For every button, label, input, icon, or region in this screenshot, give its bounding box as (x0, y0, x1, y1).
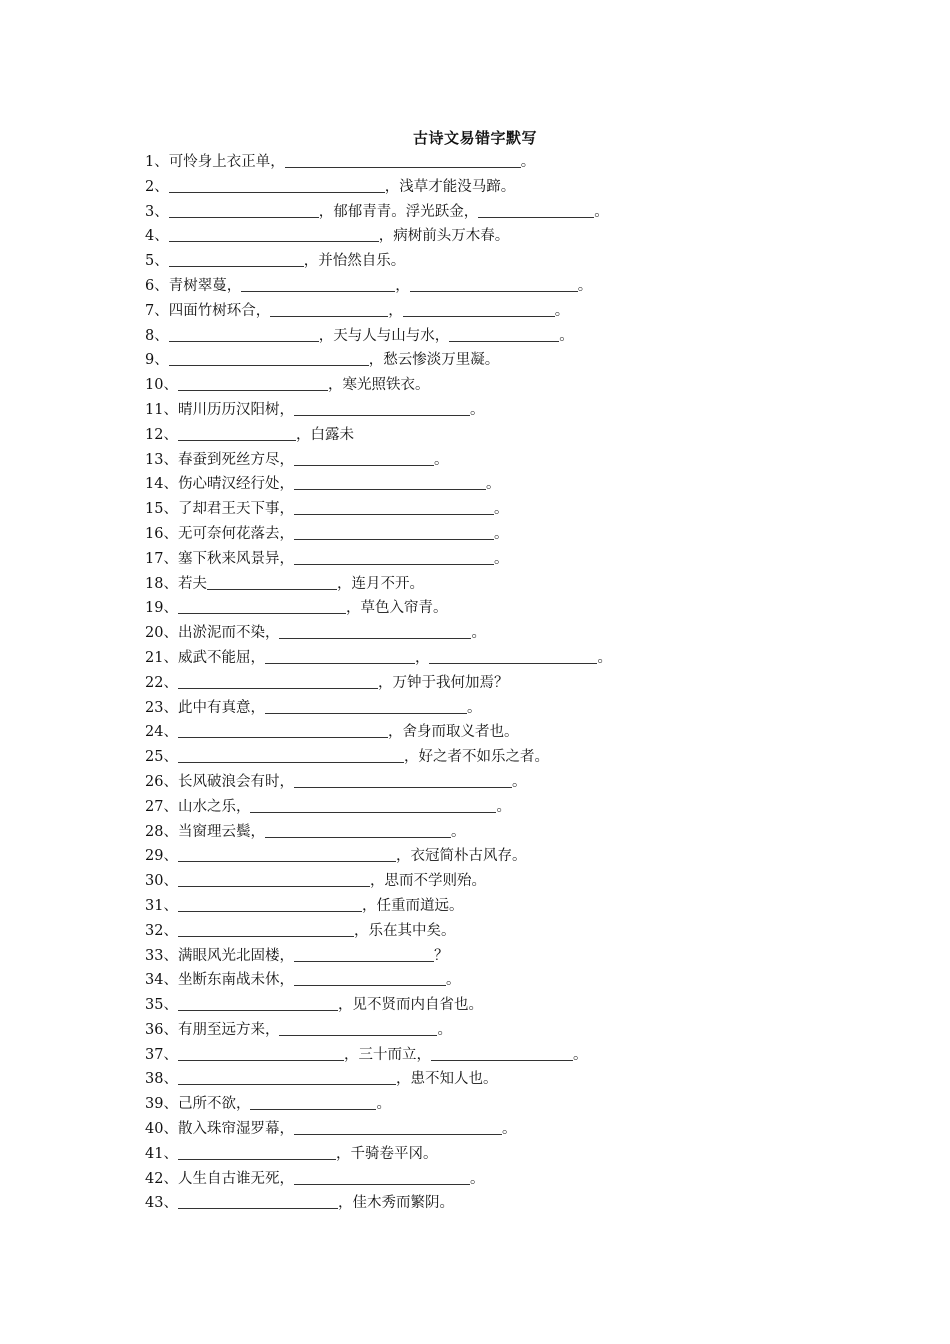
question-number: 43、 (145, 1195, 178, 1212)
question-number: 42、 (145, 1170, 178, 1187)
question-number: 22、 (145, 674, 178, 691)
answer-blank[interactable] (449, 324, 559, 342)
question-number: 2、 (145, 178, 169, 195)
question-item (145, 1018, 612, 1043)
question-item (145, 869, 612, 894)
question-number: 32、 (145, 922, 178, 939)
question-number: 6、 (145, 277, 169, 294)
question-number: 4、 (145, 228, 169, 245)
question-text: 人生自古谁无死， (177, 1170, 294, 1187)
question-item (145, 820, 612, 845)
answer-blank[interactable] (294, 944, 434, 962)
question-item (145, 894, 612, 919)
question-number: 5、 (145, 253, 169, 270)
question-text: 山水之乐， (177, 798, 251, 815)
answer-blank[interactable] (285, 150, 521, 168)
answer-blank[interactable] (265, 646, 415, 664)
answer-blank[interactable] (294, 1167, 470, 1185)
question-item (145, 844, 612, 869)
question-number: 38、 (145, 1071, 178, 1088)
question-text: 。 (376, 1096, 391, 1113)
question-item (145, 1067, 612, 1092)
question-item (145, 200, 612, 225)
answer-blank[interactable] (178, 919, 354, 937)
question-text: 春蚕到死丝方尽， (177, 451, 294, 468)
answer-blank[interactable] (169, 200, 319, 218)
answer-blank[interactable] (294, 968, 446, 986)
question-text: 出淤泥而不染， (177, 625, 280, 642)
question-number: 28、 (145, 823, 178, 840)
question-text: ，任重而道远。 (361, 897, 464, 914)
question-item (145, 150, 612, 175)
answer-blank[interactable] (169, 224, 379, 242)
answer-blank[interactable] (178, 894, 362, 912)
question-text: 。 (433, 451, 449, 468)
question-item (145, 646, 612, 671)
answer-blank[interactable] (178, 844, 396, 862)
answer-blank[interactable] (178, 1191, 338, 1209)
question-text: ，思而不学则殆。 (369, 873, 486, 890)
question-number: 40、 (145, 1121, 178, 1138)
question-text: ，草色入帘青。 (345, 600, 448, 617)
question-text: 若夫 (177, 575, 207, 592)
question-number: 17、 (145, 550, 178, 567)
question-text: 。 (469, 401, 485, 418)
question-text: 。 (594, 203, 609, 220)
answer-blank[interactable] (294, 472, 486, 490)
question-text: ，愁云惨淡万里凝。 (368, 352, 500, 369)
answer-blank[interactable] (250, 795, 496, 813)
question-number: 33、 (145, 947, 178, 964)
question-text: 当窗理云鬓， (177, 823, 265, 840)
answer-blank[interactable] (431, 1043, 573, 1061)
question-text: 。 (559, 327, 574, 344)
question-text: 晴川历历汉阳树， (177, 401, 294, 418)
question-item (145, 274, 612, 299)
question-item (145, 696, 612, 721)
question-item (145, 671, 612, 696)
answer-blank[interactable] (478, 200, 594, 218)
question-text: 满眼风光北固楼， (177, 947, 294, 964)
question-number: 24、 (145, 724, 178, 741)
question-item (145, 472, 612, 497)
question-text: 。 (597, 649, 612, 666)
question-text: 。 (493, 501, 509, 518)
answer-blank[interactable] (241, 274, 395, 292)
question-text: 可怜身上衣正单， (168, 154, 285, 170)
answer-blank[interactable] (270, 299, 388, 317)
answer-blank[interactable] (178, 671, 378, 689)
question-text: ，病树前头万木春。 (378, 228, 510, 245)
question-text: ，衣冠简朴古风存。 (395, 848, 527, 865)
question-text: 。 (450, 823, 466, 840)
answer-blank[interactable] (178, 720, 388, 738)
question-item (145, 224, 612, 249)
question-text: 长风破浪会有时， (177, 773, 294, 790)
question-item (145, 944, 612, 969)
question-text: ，并怡然自乐。 (303, 253, 406, 270)
question-item (145, 770, 612, 795)
question-text: ，白露未 (295, 426, 354, 443)
question-text: 坐断东南战未休， (177, 972, 294, 989)
question-text: 。 (554, 302, 570, 319)
question-number: 20、 (145, 625, 178, 642)
question-number: 27、 (145, 798, 178, 815)
question-text: ， (388, 302, 403, 319)
question-text: ，万钟于我何加焉？ (377, 674, 509, 691)
question-item (145, 423, 612, 448)
answer-blank[interactable] (265, 820, 451, 838)
question-text: ，三十而立， (343, 1046, 431, 1063)
answer-blank[interactable] (294, 547, 494, 565)
question-item (145, 572, 612, 597)
question-item (145, 497, 612, 522)
question-item (145, 596, 612, 621)
question-number: 26、 (145, 773, 178, 790)
question-number: 29、 (145, 848, 178, 865)
answer-blank[interactable] (207, 572, 337, 590)
answer-blank[interactable] (169, 324, 319, 342)
question-item (145, 968, 612, 993)
answer-blank[interactable] (403, 299, 555, 317)
question-text: 。 (493, 525, 509, 542)
question-text: ？ (433, 947, 449, 964)
question-item (145, 1191, 612, 1216)
question-number: 21、 (145, 649, 178, 666)
question-text: 。 (496, 798, 511, 815)
question-number: 7、 (145, 302, 169, 319)
question-number: 10、 (145, 377, 178, 394)
answer-blank[interactable] (178, 423, 296, 441)
question-number: 12、 (145, 426, 178, 443)
question-number: 25、 (145, 749, 178, 766)
question-text: 散入珠帘湿罗幕， (177, 1121, 294, 1138)
question-number: 1、 (145, 154, 169, 170)
question-number: 31、 (145, 897, 178, 914)
question-text: 。 (572, 1046, 588, 1063)
question-item (145, 299, 612, 324)
answer-blank[interactable] (178, 993, 338, 1011)
question-item (145, 1092, 612, 1117)
answer-blank[interactable] (429, 646, 597, 664)
question-text: ，佳木秀而繁阴。 (337, 1195, 454, 1212)
question-item (145, 1142, 612, 1167)
question-text: 。 (511, 773, 527, 790)
question-number: 14、 (145, 476, 178, 493)
answer-blank[interactable] (294, 398, 470, 416)
question-number: 41、 (145, 1145, 178, 1162)
question-text: 了却君王天下事， (177, 501, 294, 518)
question-text: ，浅草才能没马蹄。 (384, 178, 516, 195)
answer-blank[interactable] (279, 1018, 437, 1036)
question-item (145, 175, 612, 200)
question-text: 无可奈何花落去， (177, 525, 294, 542)
question-text: 。 (466, 699, 482, 716)
question-number: 11、 (145, 401, 178, 418)
question-text: 。 (520, 154, 536, 170)
question-item (145, 249, 612, 274)
question-text: ，郁郁青青。浮光跃金， (318, 203, 479, 220)
document-title: 古诗文易错字默写 (412, 129, 537, 147)
question-number: 35、 (145, 997, 178, 1014)
question-text: ，患不知人也。 (395, 1071, 498, 1088)
answer-blank[interactable] (178, 373, 328, 391)
question-item (145, 1043, 612, 1068)
answer-blank[interactable] (178, 1067, 396, 1085)
question-item (145, 720, 612, 745)
question-number: 15、 (145, 501, 178, 518)
question-text: 塞下秋来风景异， (177, 550, 294, 567)
question-text: ， (414, 649, 430, 666)
answer-blank[interactable] (294, 497, 494, 515)
question-item (145, 324, 612, 349)
question-item (145, 373, 612, 398)
question-text: ，见不贤而内自省也。 (337, 997, 483, 1014)
question-number: 36、 (145, 1021, 178, 1038)
question-text: ，舍身而取义者也。 (387, 724, 519, 741)
question-number: 9、 (145, 352, 169, 369)
question-list (145, 150, 612, 1216)
question-number: 13、 (145, 451, 178, 468)
question-text: 伤心晴汉经行处， (177, 476, 294, 493)
answer-blank[interactable] (250, 1092, 376, 1110)
answer-blank[interactable] (265, 696, 467, 714)
question-text: ，连月不开。 (336, 575, 424, 592)
answer-blank[interactable] (169, 348, 369, 366)
question-number: 19、 (145, 600, 178, 617)
question-text: 。 (577, 277, 593, 294)
question-item (145, 522, 612, 547)
question-item (145, 795, 612, 820)
answer-blank[interactable] (169, 249, 304, 267)
answer-blank[interactable] (294, 448, 434, 466)
question-number: 34、 (145, 972, 178, 989)
question-text: ，寒光照铁衣。 (327, 377, 430, 394)
question-text: 。 (445, 972, 461, 989)
question-number: 23、 (145, 699, 178, 716)
question-item (145, 745, 612, 770)
question-text: ，乐在其中矣。 (353, 922, 456, 939)
answer-blank[interactable] (178, 869, 370, 887)
question-text: 青树翠蔓， (168, 277, 242, 294)
question-item (145, 348, 612, 373)
question-text: 。 (437, 1021, 452, 1038)
question-text: ，天与人与山与水， (318, 327, 450, 344)
question-number: 39、 (145, 1096, 178, 1113)
question-text: ，好之者不如乐之者。 (403, 749, 549, 766)
question-item (145, 547, 612, 572)
answer-blank[interactable] (178, 1142, 336, 1160)
question-text: ，千骑卷平冈。 (335, 1145, 438, 1162)
question-text: 。 (485, 476, 501, 493)
question-text: 己所不欲， (177, 1096, 251, 1113)
question-item (145, 448, 612, 473)
question-text: 。 (501, 1121, 517, 1138)
question-number: 18、 (145, 575, 178, 592)
question-item (145, 398, 612, 423)
question-text: 此中有真意， (177, 699, 265, 716)
question-text: 。 (471, 625, 486, 642)
question-text: 四面竹树环合， (168, 302, 271, 319)
answer-blank[interactable] (294, 522, 494, 540)
answer-blank[interactable] (178, 596, 346, 614)
answer-blank[interactable] (294, 1117, 502, 1135)
question-number: 30、 (145, 873, 178, 890)
question-text: 有朋至远方来， (177, 1021, 280, 1038)
question-item (145, 621, 612, 646)
question-text: 。 (469, 1170, 485, 1187)
question-number: 37、 (145, 1046, 178, 1063)
answer-blank[interactable] (169, 175, 385, 193)
answer-blank[interactable] (178, 745, 404, 763)
question-number: 3、 (145, 203, 169, 220)
answer-blank[interactable] (294, 770, 512, 788)
answer-blank[interactable] (178, 1043, 344, 1061)
question-item (145, 919, 612, 944)
question-item (145, 993, 612, 1018)
answer-blank[interactable] (410, 274, 578, 292)
question-text: 威武不能屈， (177, 649, 265, 666)
question-text: ， (395, 277, 410, 294)
question-number: 16、 (145, 525, 178, 542)
answer-blank[interactable] (279, 621, 471, 639)
question-item (145, 1117, 612, 1142)
question-number: 8、 (145, 327, 169, 344)
question-item (145, 1167, 612, 1192)
question-text: 。 (493, 550, 509, 567)
